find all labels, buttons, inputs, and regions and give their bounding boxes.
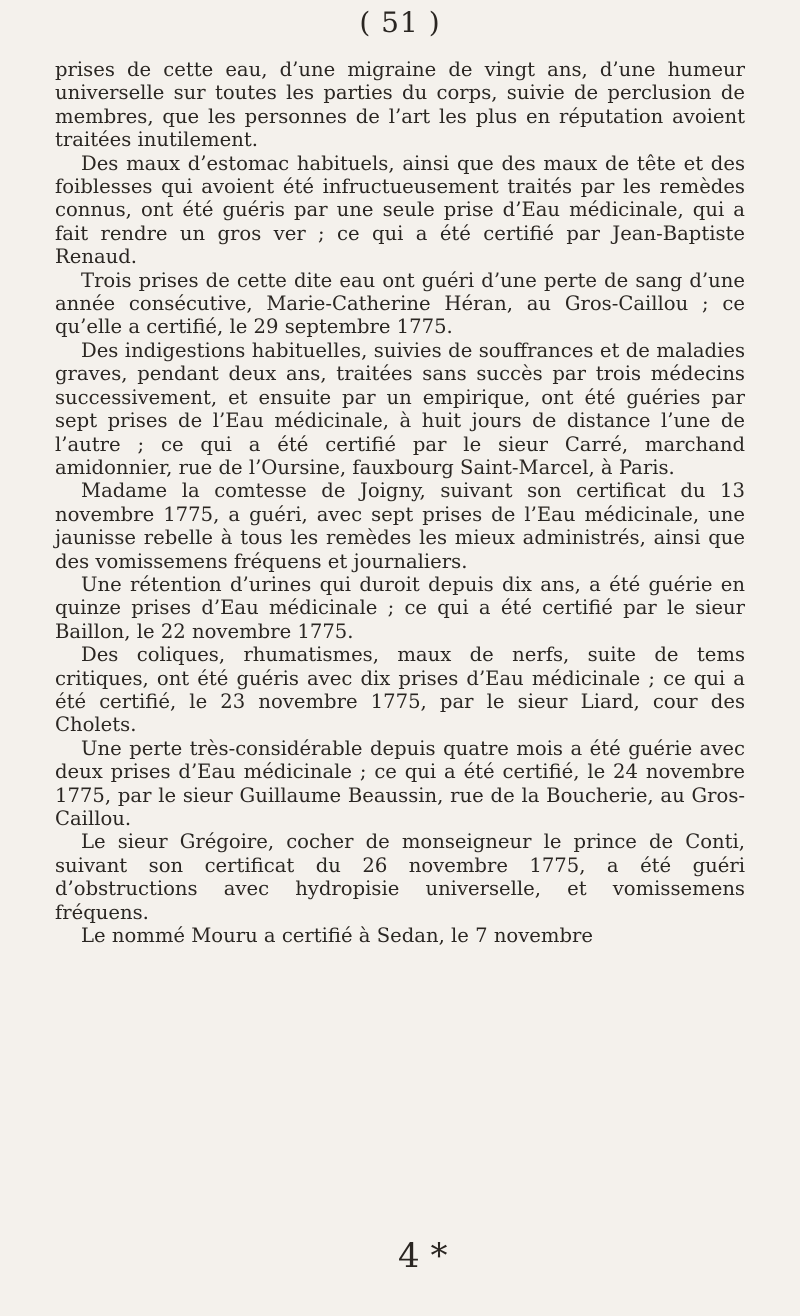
body-text [55,58,745,947]
paragraph: Une perte très-considérable depuis quatre mois a été guérie avec deux prises d’Eau médicinale ; ce qui a été certifié, le 24 novembre 1775, par le sieur Guillaume Beaussin, rue de la Boucherie, au Gros-Caillou. [55,736,745,830]
signature-mark: 4 * [398,1236,448,1276]
paragraph: Des indigestions habituelles, suivies de souffrances et de maladies graves, pendant deux ans, traitées sans succès par trois médecins successivement, et ensuite par un empirique, ont été guéries par sept prises de l’Eau médicinale, à huit jours de distance l’une de l’autre ; ce qui a été certifié par le sieur Carré, marchand amidonnier, rue de l’Oursine, fauxbourg Saint-Marcel, à Paris. [55,338,745,479]
paragraph: Le sieur Grégoire, cocher de monseigneur le prince de Conti, suivant son certificat du 26 novembre 1775, a été guéri d’obstructions avec hydropisie universelle, et vomissemens fréquens. [55,830,745,924]
paragraph: Une rétention d’urines qui duroit depuis dix ans, a été guérie en quinze prises d’Eau médicinale ; ce qui a été certifié par le sieur Baillon, le 22 novembre 1775. [55,572,745,643]
paragraph: Le nommé Mouru a certifié à Sedan, le 7 novembre [81,924,593,948]
paragraph: Des coliques, rhumatismes, maux de nerfs, suite de tems critiques, ont été guéris avec dix prises d’Eau médicinale ; ce qui a été certifié, le 23 novembre 1775, par le sieur Liard, cour des Cholets. [55,643,745,737]
paragraph: Trois prises de cette dite eau ont guéri d’une perte de sang d’une année consécutive, Marie-Catherine Héran, au Gros-Caillou ; ce qu’elle a certifié, le 29 septembre 1775. [55,268,745,339]
paragraph: Madame la comtesse de Joigny, suivant son certificat du 13 novembre 1775, a guéri, avec sept prises de l’Eau médicinale, une jaunisse rebelle à tous les remèdes les mieux administrés, ainsi que des vomissemens fréquens et journaliers. [55,479,745,573]
page-number: ( 51 ) [359,6,441,39]
paragraph: prises de cette eau, d’une migraine de vingt ans, d’une humeur universelle sur toutes les parties du corps, suivie de perclusion de membres, que les personnes de l’art les plus en réputation avoient traitées inutilement. [55,58,745,152]
paragraph: Des maux d’estomac habituels, ainsi que des maux de tête et des foiblesses qui avoient été infructueusement traités par les remèdes connus, ont été guéris par une seule prise d’Eau médicinale, qui a fait rendre un gros ver ; ce qui a été certifié par Jean-Baptiste Renaud. [55,151,745,269]
